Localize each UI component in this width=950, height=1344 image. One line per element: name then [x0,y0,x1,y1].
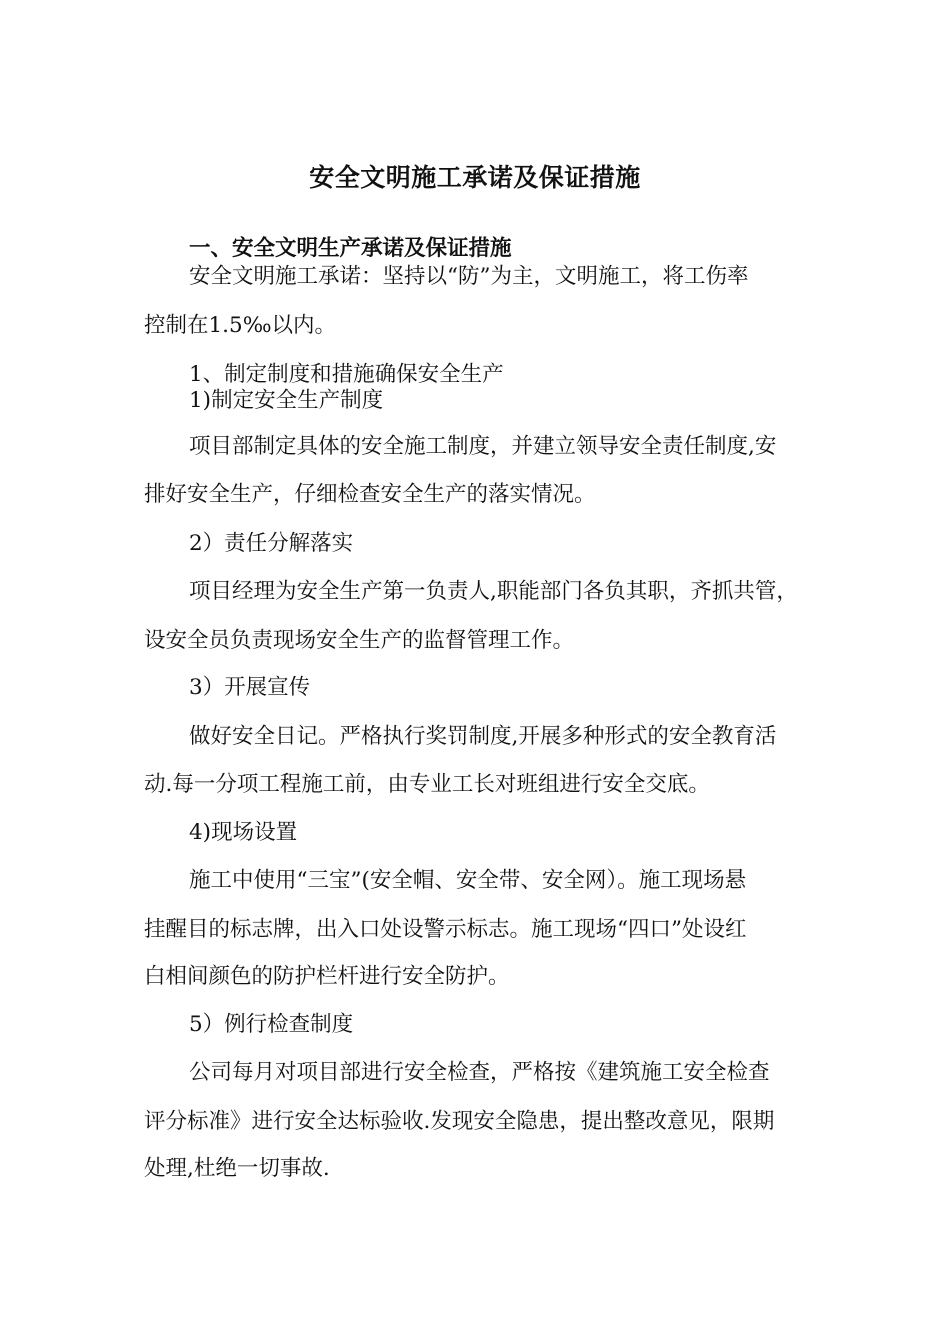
item-3-text-line-2: 动.每一分项工程施工前，由专业工长对班组进行安全交底。 [144,772,710,797]
item-4-text-line-1: 施工中使用“三宝”(安全帽、安全带、安全网）。施工现场悬 [189,868,747,893]
item-1-heading: 1)制定安全生产制度 [189,388,384,413]
item-2-text-line-1: 项目经理为安全生产第一负责人,职能部门各负其职，齐抓共管， [189,579,798,604]
item-5-text-line-2: 评分标准》进行安全达标验收.发现安全隐患，提出整改意见，限期 [144,1109,775,1134]
item-3-text-line-1: 做好安全日记。严格执行奖罚制度,开展多种形式的安全教育活 [189,724,777,749]
promise-text-line-2: 控制在1.5‰以内。 [144,313,337,338]
document-title: 安全文明施工承诺及保证措施 [309,163,641,192]
item-2-text-line-2: 设安全员负责现场安全生产的监督管理工作。 [144,628,575,653]
section-heading: 一、安全文明生产承诺及保证措施 [189,236,512,261]
item-1-text-line-2: 排好安全生产，仔细检查安全生产的落实情况。 [144,482,596,507]
item-4-text-line-3: 白相间颜色的防护栏杆进行安全防护。 [144,964,510,989]
item-1-text-line-1: 项目部制定具体的安全施工制度，并建立领导安全责任制度,安 [189,434,777,459]
item-4-text-line-2: 挂醒目的标志牌，出入口处设警示标志。施工现场“四口”处设红 [144,917,747,942]
item-5-heading: 5）例行检查制度 [189,1012,354,1037]
subsection-heading: 1、制定制度和措施确保安全生产 [189,362,504,387]
item-2-heading: 2）责任分解落实 [189,531,354,556]
item-3-heading: 3）开展宣传 [189,675,311,700]
promise-text-line-1: 安全文明施工承诺：坚持以“防”为主，文明施工，将工伤率 [189,264,749,289]
item-5-text-line-3: 处理,杜绝一切事故. [144,1156,330,1181]
item-5-text-line-1: 公司每月对项目部进行安全检查，严格按《建筑施工安全检查 [189,1060,770,1085]
item-4-heading: 4)现场设置 [189,820,298,845]
